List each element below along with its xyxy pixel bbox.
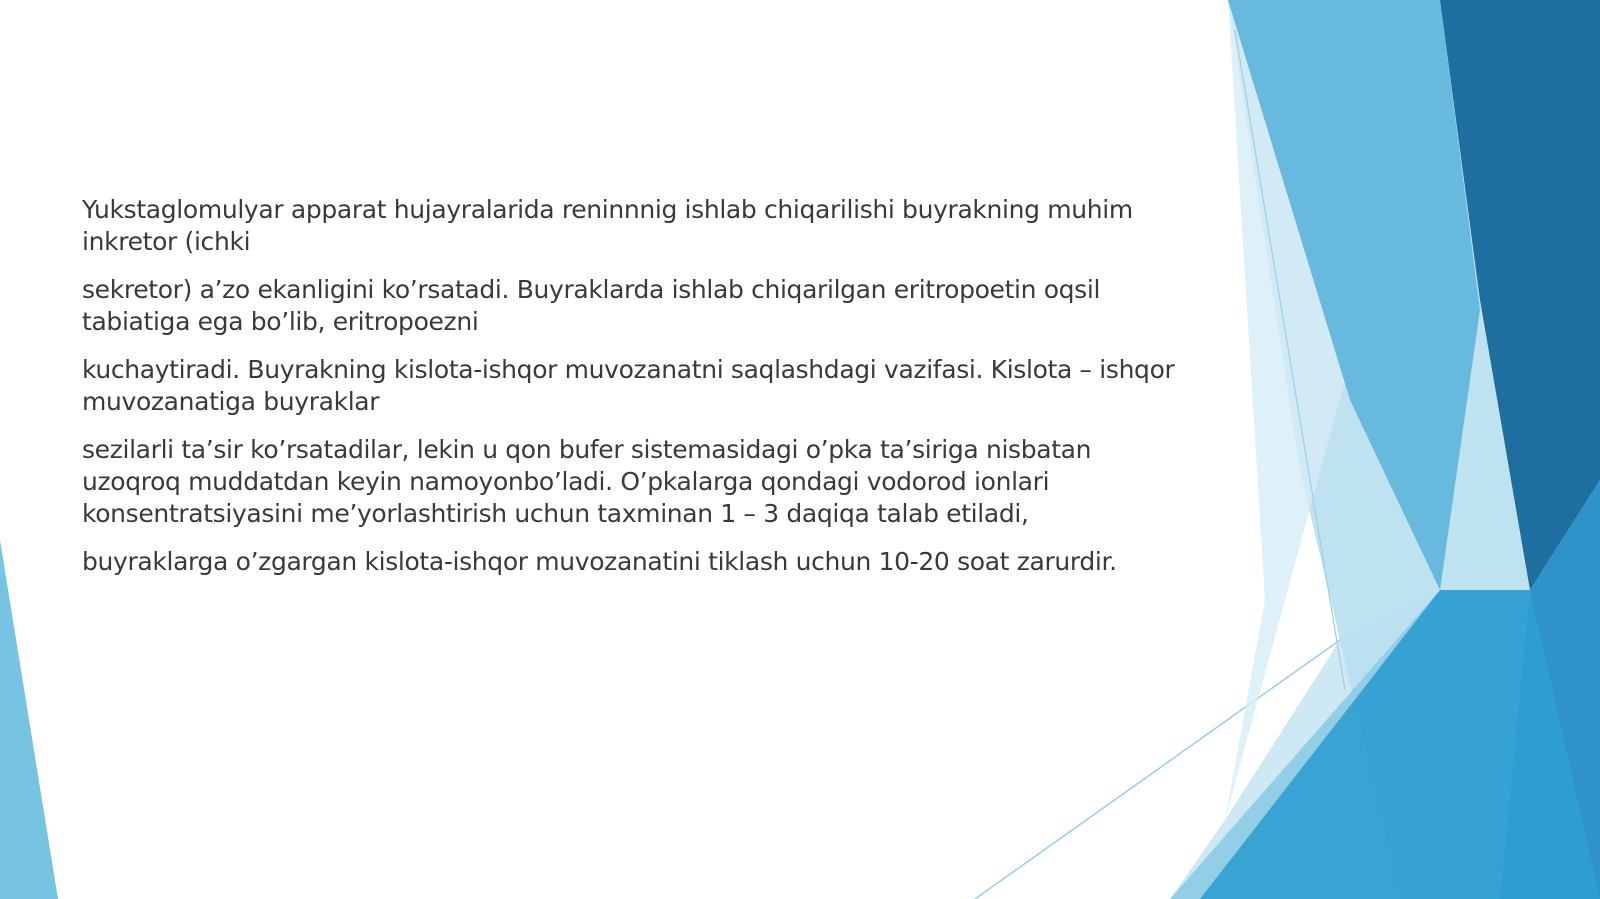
body-text (82, 194, 1182, 594)
left-accent-shape (0, 540, 58, 899)
paragraph-4: sezilarli ta’sir ko’rsatadilar, lekin u qon bufer sistemasidagi o’pka ta’siriga nisbatan uzoqroq muddatdan keyin namoyonbo’ladi. O’pkalarga qondagi vodorod ionlari konsentratsiyasini me’yorlashtirish uchun taxminan 1 – 3 daqiqa talab etiladi, (82, 435, 1092, 528)
paragraph-5: buyraklarga o’zgargan kislota-ishqor muvozanatini tiklash uchun 10-20 soat zarurdir. (82, 547, 1117, 576)
paragraph-3: kuchaytiradi. Buyrakning kislota-ishqor muvozanatni saqlashdagi vazifasi. Kislota – ishqor muvozanatiga buyraklar (82, 355, 1175, 416)
paragraph-1: Yukstaglomulyar apparat hujayralarida reninnnig ishlab chiqarilishi buyrakning muhim inkretor (ichki (82, 195, 1133, 256)
paragraph-2: sekretor) a’zo ekanligini ko’rsatadi. Buyraklarda ishlab chiqarilgan eritropoetin oqsil tabiatiga ega bo’lib, eritropoezni (82, 275, 1101, 336)
